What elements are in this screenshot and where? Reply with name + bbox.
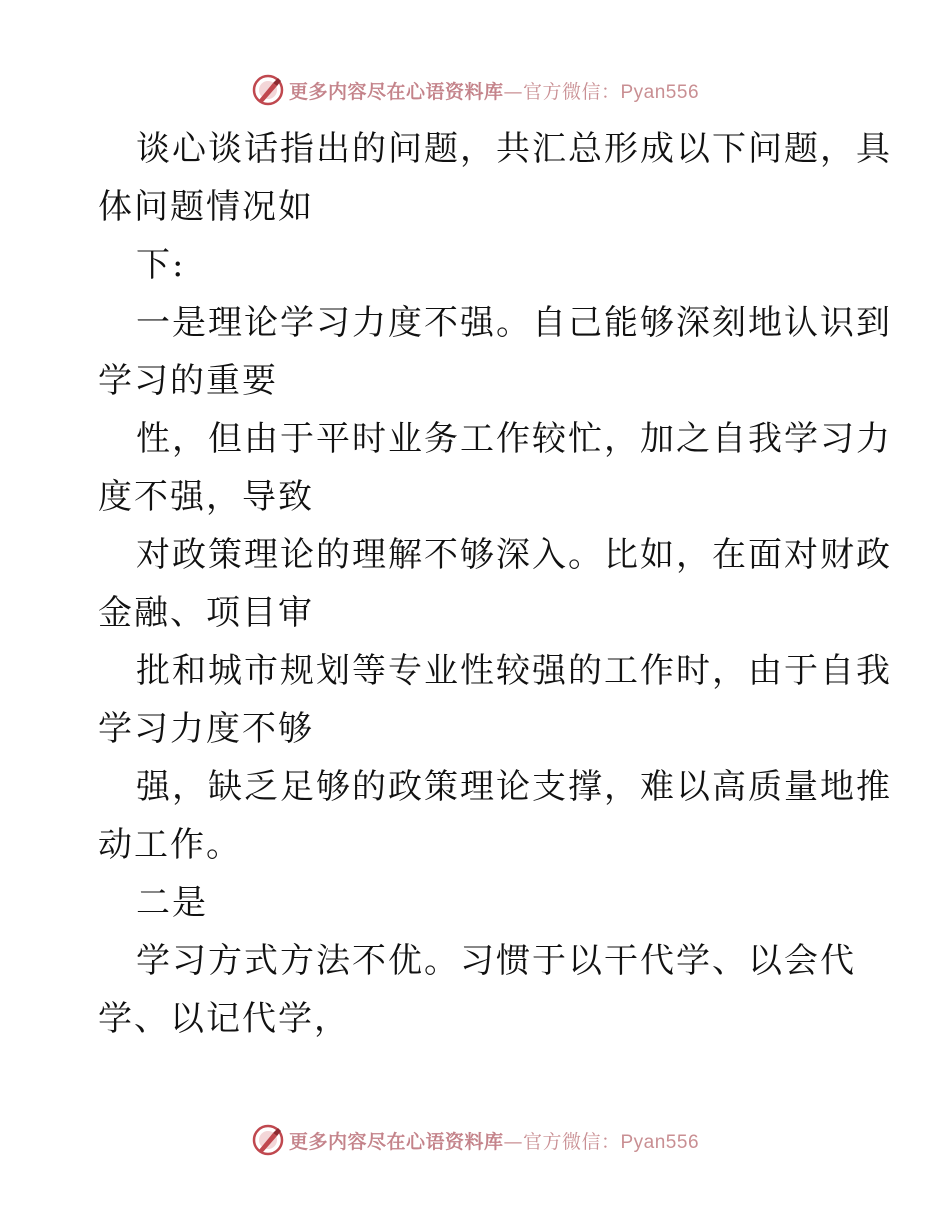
text-line: 对政策理论的理解不够深入。比如，在面对财政	[136, 535, 892, 575]
text-line: 体问题情况如	[98, 187, 314, 227]
text-line: 一是理论学习力度不强。自己能够深刻地认识到	[136, 303, 892, 343]
text-line: 批和城市规划等专业性较强的工作时，由于自我	[136, 651, 892, 691]
watermark-prefix: 更多内容尽在心语资料库	[288, 1130, 504, 1153]
text-line: 金融、项目审	[98, 593, 314, 633]
watermark-suffix: 官方微信：	[522, 1130, 621, 1153]
text-line: 性，但由于平时业务工作较忙，加之自我学习力	[136, 419, 892, 459]
text-line: 下:	[136, 245, 186, 285]
text-line: 学习的重要	[98, 361, 278, 401]
pen-logo-icon	[251, 73, 285, 107]
text-line: 强，缺乏足够的政策理论支撑，难以高质量地推	[136, 767, 892, 807]
watermark-text	[289, 77, 699, 104]
watermark-account: Pyan556	[620, 81, 700, 103]
document-body	[98, 120, 892, 1048]
text-line: 二是	[136, 883, 208, 923]
text-line: 度不强，导致	[98, 477, 314, 517]
watermark-account: Pyan556	[620, 1131, 700, 1153]
text-line: 谈心谈话指出的问题，共汇总形成以下问题，具	[136, 129, 892, 169]
text-line: 学习力度不够	[98, 709, 314, 749]
pen-logo-icon	[251, 1123, 285, 1157]
text-line: 动工作。	[98, 825, 242, 865]
watermark-text	[289, 1127, 699, 1154]
watermark-suffix: 官方微信：	[522, 80, 621, 103]
watermark-header	[0, 70, 950, 110]
watermark-dash: —	[503, 80, 523, 103]
watermark-footer	[0, 1120, 950, 1160]
watermark-dash: —	[503, 1130, 523, 1153]
text-line: 学、以记代学，	[98, 999, 350, 1039]
text-line: 学习方式方法不优。习惯于以干代学、以会代	[136, 941, 856, 981]
watermark-prefix: 更多内容尽在心语资料库	[288, 80, 504, 103]
